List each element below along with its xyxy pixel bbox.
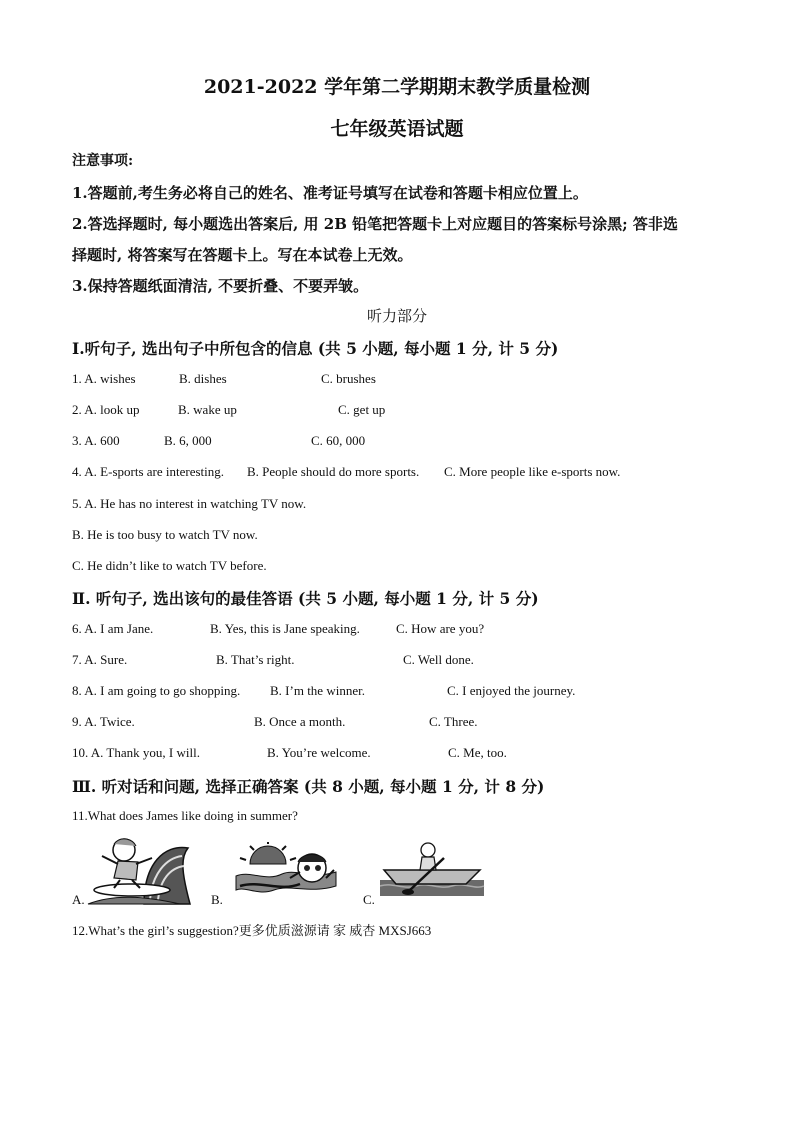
q1-option-a: 1. A. wishes [72,371,136,386]
q5-option-b: B. He is too busy to watch TV now. [72,527,258,542]
q10-option-c: C. Me, too. [448,745,507,760]
q8-option-c: C. I enjoyed the journey. [447,683,576,698]
q2-option-c: C. get up [338,402,386,417]
q7-option-b: B. That’s right. [216,652,295,667]
q3-option-b: B. 6, 000 [164,433,212,448]
listening-part-heading: 听力部分 [366,307,427,325]
q4-option-b: B. People should do more sports. [247,464,420,479]
note-item-2-line-2: 择题时, 将答案写在答题卡上。写在本试卷上无效。 [72,246,413,264]
q6-option-c: C. How are you? [396,621,485,636]
q1-option-b: B. dishes [179,371,227,386]
q11-label-c: C. [363,892,375,907]
note-item-3: 3.保持答题纸面清洁, 不要折叠、不要弄皱。 [72,277,369,295]
q8-option-b: B. I’m the winner. [270,683,365,698]
section-3-heading: Ⅲ. 听对话和问题, 选择正确答案 (共 8 小题, 每小题 1 分, 计 8 分) [72,777,545,796]
q2-option-a: 2. A. look up [72,402,140,417]
note-item-1: 1.答题前,考生务必将自己的姓名、准考证号填写在试卷和答题卡相应位置上。 [72,184,588,202]
q10-option-b: B. You’re welcome. [267,745,371,760]
q5-option-a: 5. A. He has no interest in watching TV now. [72,496,307,511]
notes-heading: 注意事项: [72,153,134,169]
q3-option-c: C. 60, 000 [311,433,366,448]
q7-option-c: C. Well done. [403,652,474,667]
section-2-heading: Ⅱ. 听句子, 选出该句的最佳答语 (共 5 小题, 每小题 1 分, 计 5 分) [72,589,539,608]
swimming-picture [230,842,342,904]
q6-option-a: 6. A. I am Jane. [72,621,154,636]
rowing-picture [380,842,486,898]
q5-option-c: C. He didn’t like to watch TV before. [72,558,267,573]
q9-option-c: C. Three. [429,714,478,729]
q6-option-b: B. Yes, this is Jane speaking. [210,621,360,636]
section-1-heading: I.听句子, 选出句子中所包含的信息 (共 5 小题, 每小题 1 分, 计 5 分) [72,339,559,358]
q8-option-a: 8. A. I am going to go shopping. [72,683,241,698]
q7-option-a: 7. A. Sure. [72,652,128,667]
q11-question: 11.What does James like doing in summer? [72,808,298,823]
note-item-2-line-1: 2.答选择题时, 每小题选出答案后, 用 2B 铅笔把答题卡上对应题目的答案标号涂黑; 答非选 [72,215,678,233]
q11-label-a: A. [72,892,85,907]
q1-option-c: C. brushes [321,371,376,386]
exam-title: 2021-2022 学年第二学期期末教学质量检测 [203,76,591,98]
q4-option-c: C. More people like e-sports now. [444,464,621,479]
q2-option-b: B. wake up [178,402,237,417]
q9-option-a: 9. A. Twice. [72,714,135,729]
q10-option-a: 10. A. Thank you, I will. [72,745,200,760]
q12-question: 12.What’s the girl’s suggestion?更多优质滋源请 家 威杏 MXSJ663 [72,923,432,938]
q4-option-a: 4. A. E-sports are interesting. [72,464,224,479]
q3-option-a: 3. A. 600 [72,433,120,448]
exam-subtitle: 七年级英语试题 [330,118,464,140]
q11-label-b: B. [211,892,223,907]
surfing-picture [84,834,194,906]
q9-option-b: B. Once a month. [254,714,346,729]
